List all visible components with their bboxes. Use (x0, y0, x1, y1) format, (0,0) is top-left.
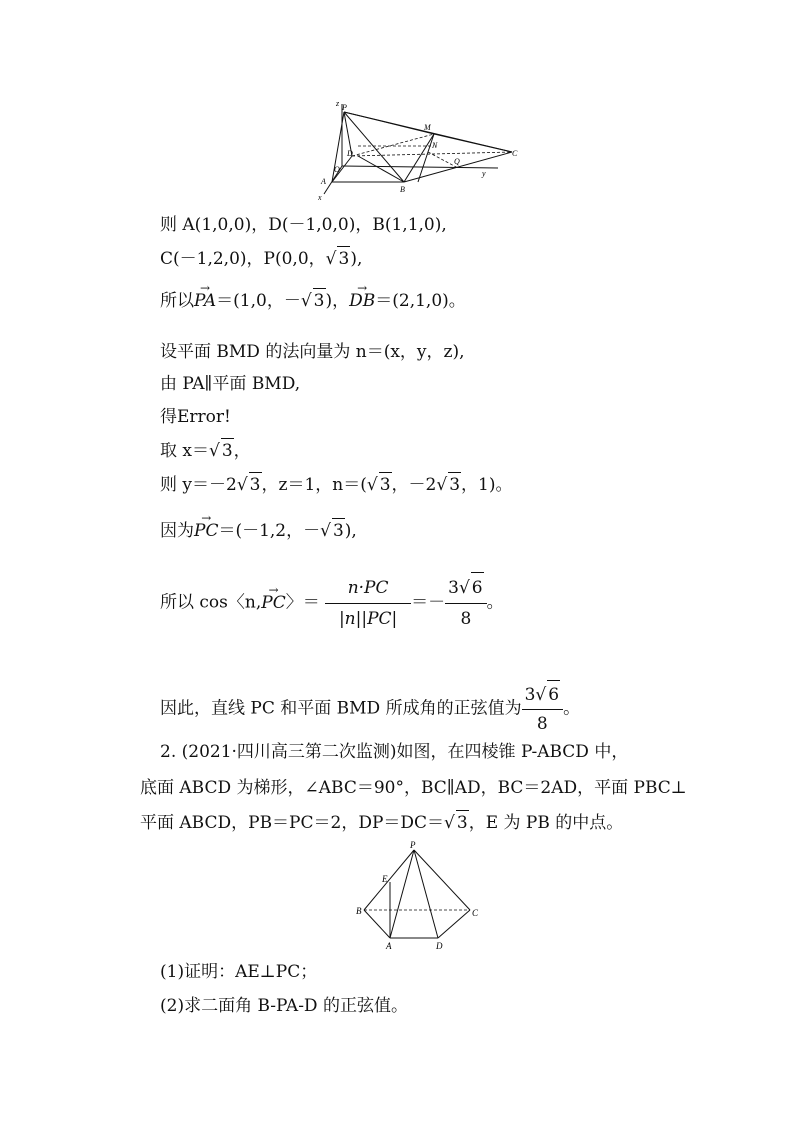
fig1-label-x: x (318, 193, 322, 202)
take-x-b: ， (233, 441, 251, 461)
cos-result-numerator (445, 572, 487, 604)
vector-PA: → PA (194, 289, 216, 313)
coords-line-1: 则 A(1,0,0)，D(－1,0,0)，B(1,1,0), (160, 215, 447, 235)
cos-fraction (325, 573, 411, 634)
pc-line-prefix: 因为 (160, 521, 194, 541)
figure-pyramid-2 (350, 840, 480, 952)
conclusion-num-coef: 3 (524, 685, 536, 705)
cos-prefix: 所以 cos〈n, (160, 592, 262, 613)
conclusion-numerator (522, 680, 564, 710)
fig2-label-C: C (472, 908, 479, 918)
cos-result-num-coef: 3 (448, 578, 459, 598)
fig1-label-N: N (432, 141, 438, 150)
fig1-label-O: O (334, 165, 340, 174)
sqrt-sign: √ (325, 249, 337, 269)
cos-line (160, 572, 504, 634)
then-c: ，－2 (391, 475, 437, 495)
normal-vector-line: 设平面 BMD 的法向量为 n＝(x，y，z), (160, 342, 465, 362)
cos-vector-PC: → PC (261, 588, 285, 618)
vector-PA-value-b: )， (325, 291, 350, 311)
figure-pyramid-1 (318, 96, 528, 202)
sqrt-sign: √ (320, 521, 331, 541)
vector-DB-value: ＝(2,1,0)。 (375, 291, 466, 311)
then-d: ，1)。 (461, 475, 513, 495)
vector-line (160, 288, 466, 313)
question-1: (1)证明：AE⊥PC； (160, 962, 318, 982)
pc-value-b: ), (344, 521, 357, 541)
conclusion-radicand: 6 (547, 680, 560, 709)
cos-suffix: 〉＝ (285, 592, 320, 613)
radicand: 3 (332, 518, 345, 543)
coords-line-2 (160, 246, 362, 271)
vector-DB: → DB (349, 289, 375, 313)
conclusion-line (160, 680, 580, 738)
then-b: ，z＝1，n＝( (261, 475, 367, 495)
problem2-line-2: 底面 ABCD 为梯形，∠ABC＝90°，BC∥AD，BC＝2AD，平面 PBC⊥ (140, 778, 687, 798)
fig2-label-B: B (356, 906, 362, 916)
radicand: 3 (456, 810, 469, 835)
sqrt-sign: √ (300, 291, 312, 311)
problem2-line-3 (140, 810, 623, 835)
radicand: 3 (249, 472, 262, 497)
cos-equals: ＝－ (411, 592, 446, 613)
question-2: (2)求二面角 B-PA-D 的正弦值。 (160, 996, 408, 1016)
fig1-label-P: P (342, 103, 347, 112)
take-x-a: 取 x＝ (160, 441, 209, 461)
fig1-label-D: D (347, 149, 353, 158)
problem2-line-1: 2. (2021·四川高三第二次监测)如图，在四棱锥 P-ABCD 中， (160, 742, 629, 762)
radicand: 3 (221, 438, 234, 463)
problem2-line-3-b: ，E 为 PB 的中点。 (468, 813, 624, 833)
fig2-label-D: D (436, 941, 443, 951)
cos-end: 。 (486, 592, 504, 613)
fig1-label-M: M (424, 123, 431, 132)
pc-value-a: ＝(－1,2，－ (218, 521, 321, 541)
problem2-line-3-a: 平面 ABCD，PB＝PC＝2，DP＝DC＝ (140, 813, 445, 833)
then-line (160, 472, 512, 497)
fig1-label-B: B (400, 185, 405, 194)
parallel-line: 由 PA∥平面 BMD, (160, 374, 301, 394)
error-line: 得Error! (160, 407, 231, 427)
conclusion-text: 因此，直线 PC 和平面 BMD 所成角的正弦值为 (160, 698, 522, 719)
radicand: 3 (448, 472, 461, 497)
fig1-label-A: A (321, 177, 326, 186)
fig2-label-E: E (382, 874, 388, 884)
sqrt-sign: √ (436, 475, 448, 495)
vector-PC: → PC (194, 519, 218, 543)
radicand: 3 (313, 288, 326, 313)
cos-numerator: n·PC (325, 573, 411, 604)
conclusion-end: 。 (563, 698, 581, 719)
fig1-label-C: C (512, 149, 518, 158)
conclusion-fraction (522, 680, 564, 738)
vector-PA-value-a: ＝(1,0，－ (216, 291, 301, 311)
fig2-label-A: A (386, 941, 392, 951)
cos-result-radicand: 6 (471, 572, 484, 603)
cos-result-denominator: 8 (460, 609, 472, 629)
sqrt-sign: √ (458, 578, 470, 598)
take-x-line (160, 438, 251, 463)
fig1-label-Q: Q (454, 157, 460, 166)
then-a: 则 y＝－2 (160, 475, 237, 495)
coords-line-2-a: C(－1,2,0)，P(0,0， (160, 249, 326, 269)
fig1-label-z: z (336, 99, 340, 108)
radicand: 3 (379, 472, 392, 497)
sqrt-sign: √ (366, 475, 378, 495)
coords-line-2-b: ), (350, 249, 363, 269)
radicand: 3 (337, 246, 350, 271)
fig2-label-P: P (410, 840, 416, 850)
sqrt-sign: √ (535, 685, 547, 705)
sqrt-sign: √ (236, 475, 248, 495)
sqrt-sign: √ (444, 813, 455, 833)
vector-line-prefix: 所以 (160, 291, 194, 311)
conclusion-denominator: 8 (536, 714, 548, 734)
fig1-label-y: y (482, 169, 486, 178)
sqrt-sign: √ (209, 441, 220, 461)
pc-line (160, 518, 357, 543)
cos-denominator: |n||PC| (338, 608, 398, 629)
cos-result-fraction (445, 572, 487, 634)
